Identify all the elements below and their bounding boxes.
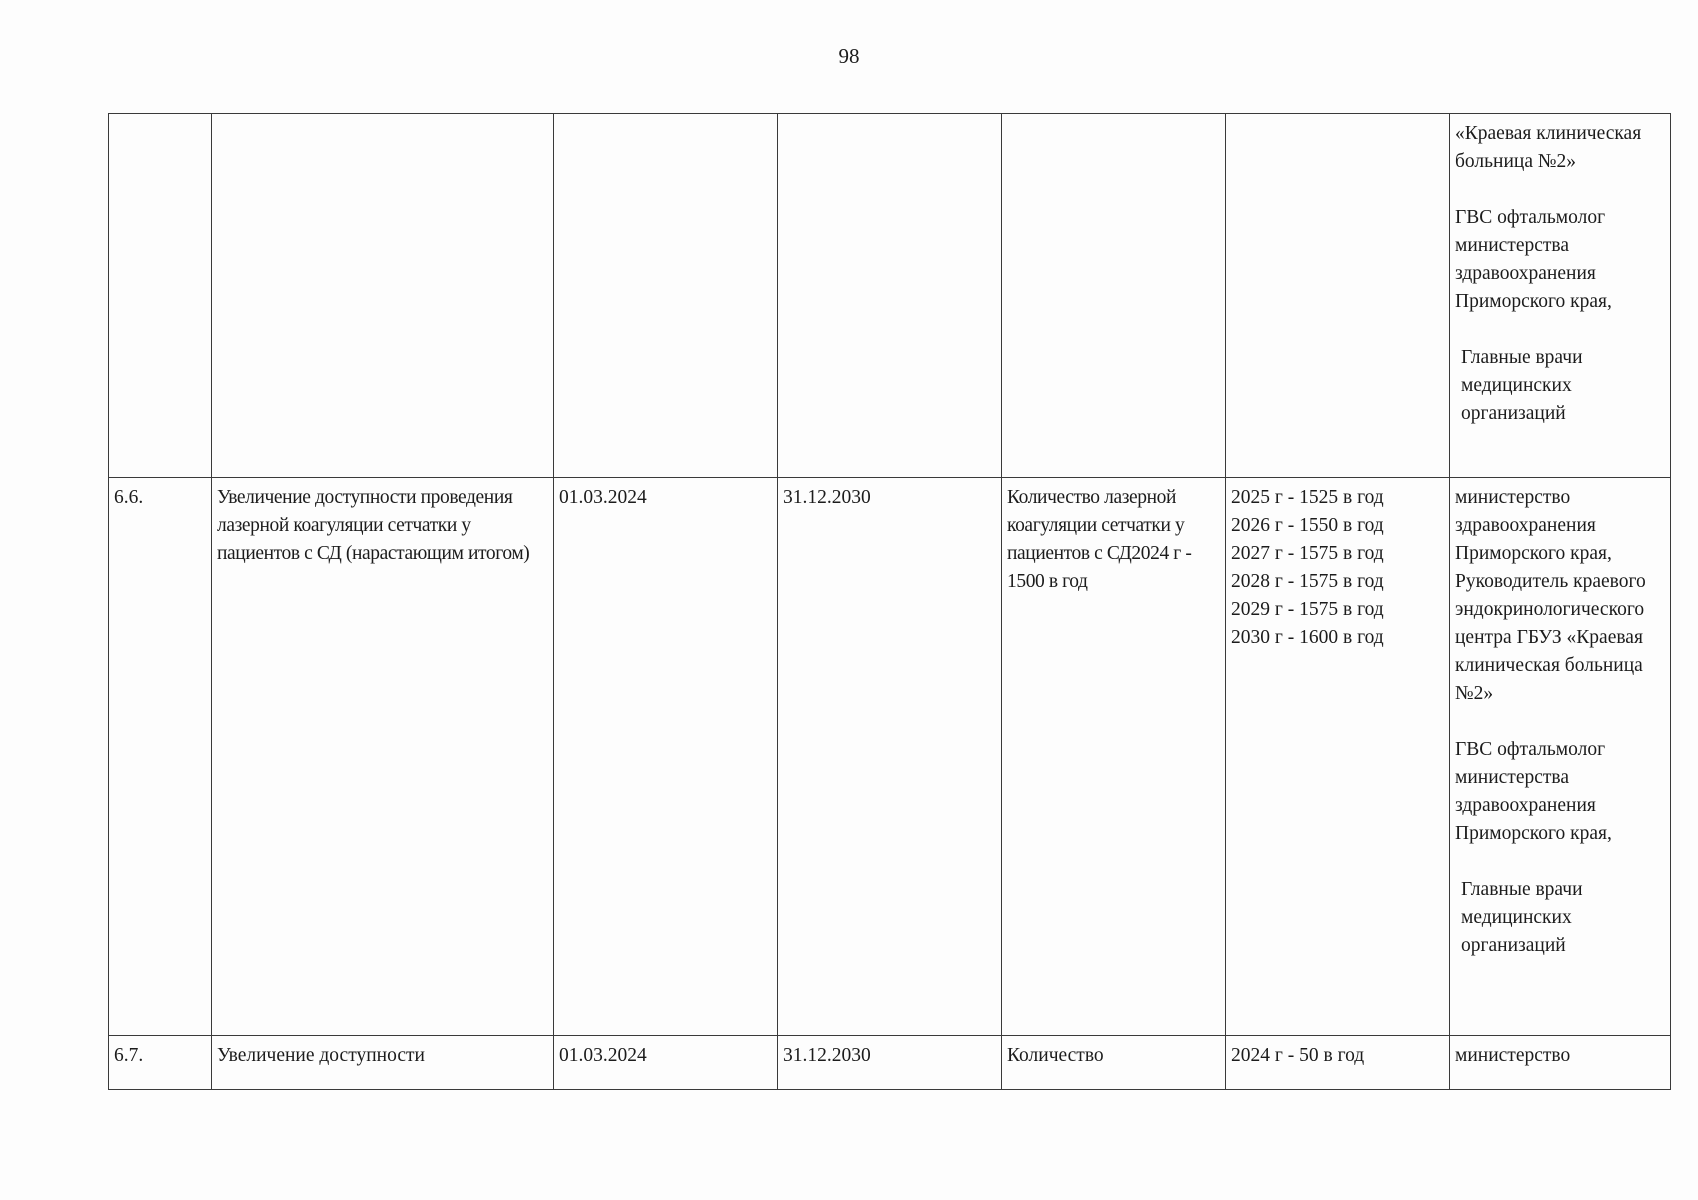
responsible-cell [1450, 478, 1671, 1036]
target-value: 2026 г - 1550 в год [1231, 515, 1384, 536]
indicator-cell [1002, 114, 1226, 478]
responsible-entry: министерство [1455, 1045, 1571, 1066]
page-number: 98 [838, 44, 860, 68]
end-date-cell: 31.12.2030 [778, 478, 1002, 1036]
responsible-cell [1450, 1036, 1671, 1090]
row-number-cell: 6.7. [109, 1036, 212, 1090]
start-date-cell: 01.03.2024 [554, 478, 778, 1036]
target-value: 2029 г - 1575 в год [1231, 599, 1384, 620]
indicator-cell: Количество [1002, 1036, 1226, 1090]
action-name-cell: Увеличение доступности [212, 1036, 554, 1090]
target-value: 2027 г - 1575 в год [1231, 543, 1384, 564]
target-value: 2025 г - 1525 в год [1231, 487, 1384, 508]
target-value: 2024 г - 50 в год [1231, 1045, 1365, 1066]
end-date-cell: 31.12.2030 [778, 1036, 1002, 1090]
table-row [109, 1036, 1671, 1090]
target-value: 2028 г - 1575 в год [1231, 571, 1384, 592]
row-number-cell [109, 114, 212, 478]
target-values-cell [1226, 478, 1450, 1036]
action-plan-table [108, 113, 1671, 1090]
start-date-cell: 01.03.2024 [554, 1036, 778, 1090]
responsible-entry: ГВС офтальмолог министерства здравоохранения Приморского края, [1455, 739, 1612, 844]
responsible-entry: ГВС офтальмолог министерства здравоохранения Приморского края, [1455, 207, 1612, 312]
responsible-cell [1450, 114, 1671, 478]
start-date-cell [554, 114, 778, 478]
action-name-cell [212, 114, 554, 478]
target-value: 2030 г - 1600 в год [1231, 627, 1384, 648]
target-values-cell [1226, 1036, 1450, 1090]
responsible-entry: Главные врачи медицинских организаций [1461, 347, 1583, 424]
action-name-cell: Увеличение доступности проведения лазерной коагуляции сетчатки у пациентов с СД (нарастающим итогом) [212, 478, 554, 1036]
indicator-cell: Количество лазерной коагуляции сетчатки у пациентов с СД2024 г - 1500 в год [1002, 478, 1226, 1036]
responsible-entry: «Краевая клиническая больница №2» [1455, 123, 1642, 172]
row-number-cell: 6.6. [109, 478, 212, 1036]
responsible-entry: Главные врачи медицинских организаций [1461, 879, 1583, 956]
table-row [109, 478, 1671, 1036]
target-values-cell [1226, 114, 1450, 478]
responsible-entry: министерство здравоохранения Приморского края, Руководитель краевого эндокринологического центра ГБУЗ «Краевая клиническая больница №2» [1455, 487, 1646, 704]
end-date-cell [778, 114, 1002, 478]
table-row [109, 114, 1671, 478]
